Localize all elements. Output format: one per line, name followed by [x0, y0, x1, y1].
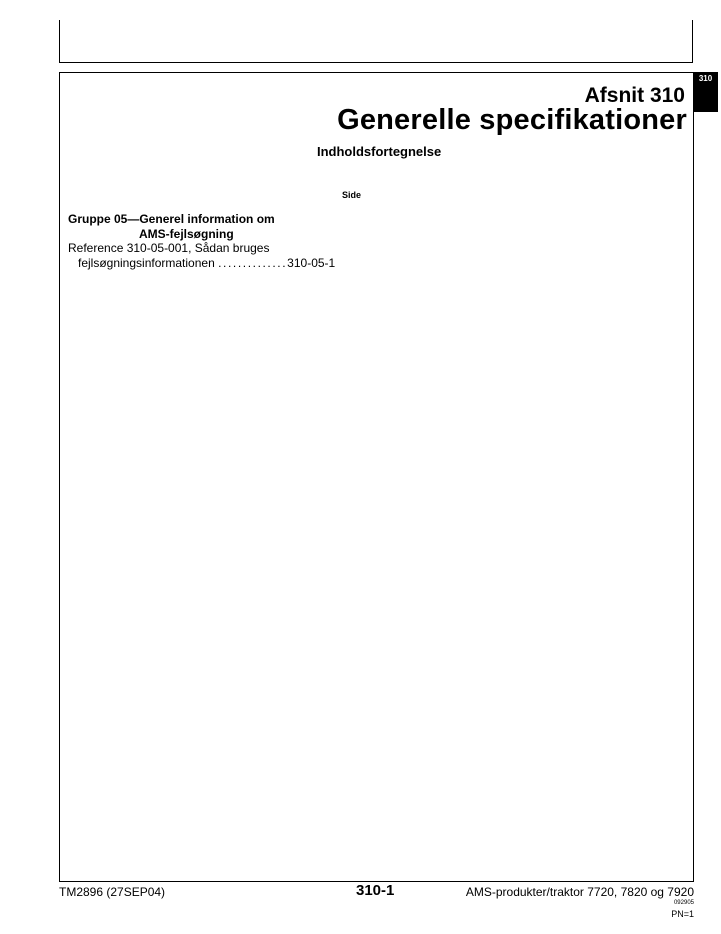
toc-entry-text: fejlsøgningsinformationen [78, 256, 215, 270]
toc-entry-line1: Reference 310-05-001, Sådan bruges [68, 241, 270, 255]
section-label: Afsnit 310 [584, 84, 685, 107]
footer-product: AMS-produkter/traktor 7720, 7820 og 7920 [465, 885, 694, 899]
toc-heading: Indholdsfortegnelse [317, 144, 442, 159]
page-title: Generelle specifikationer [337, 104, 687, 136]
page-column-label: Side [342, 190, 362, 200]
toc-group-heading-line1: Gruppe 05—Generel information om [68, 212, 275, 226]
toc-entry-leader-dots: .............. [218, 256, 288, 270]
toc-entry-line2[interactable] [78, 256, 335, 270]
toc-group-heading-line2: AMS-fejlsøgning [139, 227, 234, 241]
main-page-frame [59, 72, 694, 882]
top-page-frame [59, 20, 693, 63]
footer-pn: PN=1 [671, 909, 694, 919]
footer-page-number: 310-1 [356, 882, 395, 899]
toc-entry-page: 310-05-1 [287, 256, 336, 270]
footer-date-code: 092905 [673, 900, 694, 906]
section-tab: 310 [693, 72, 718, 112]
footer-manual-code: TM2896 (27SEP04) [59, 885, 166, 899]
